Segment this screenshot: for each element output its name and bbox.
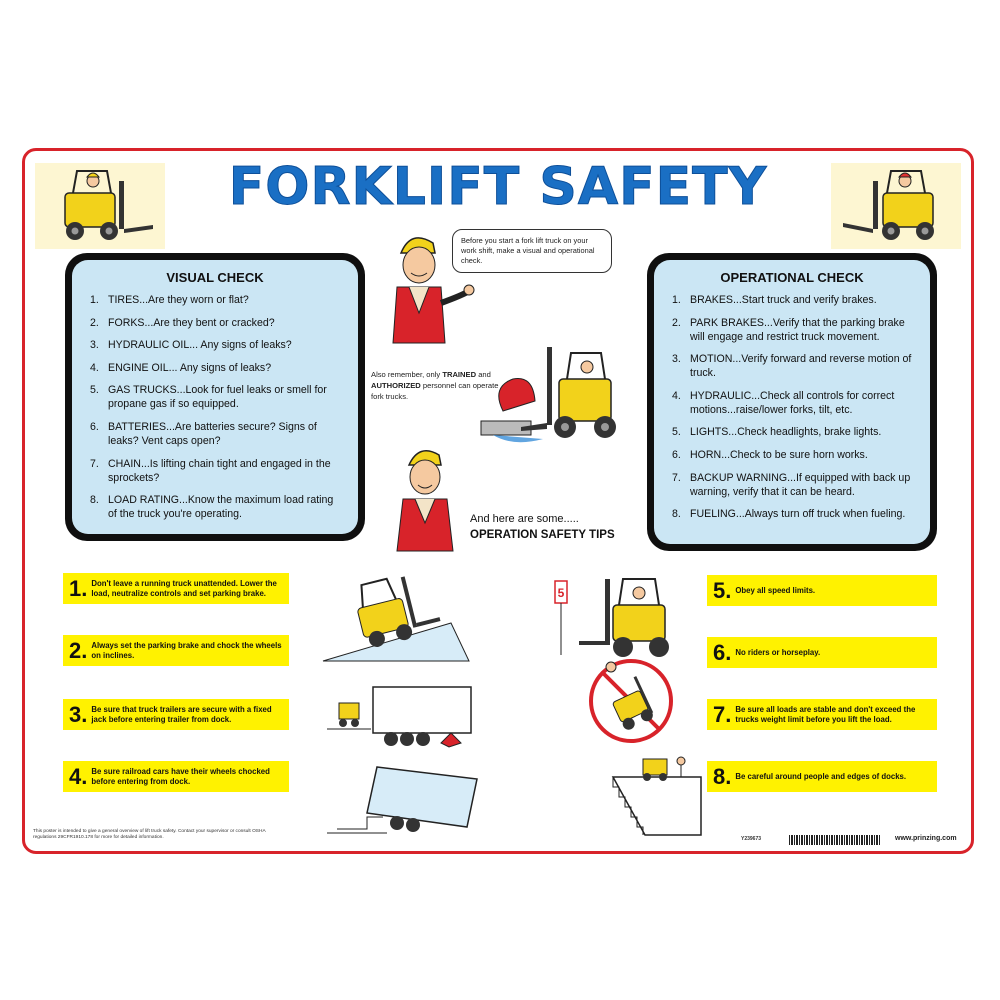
list-item: 4. HYDRAULIC...Check all controls for correct motions...raise/lower forks, tilt, etc. xyxy=(672,389,895,416)
list-item: 7. BACKUP WARNING...If equipped with back up warning, verify that it can be heard. xyxy=(672,471,911,498)
forklift-spill-illustration xyxy=(473,339,639,459)
visual-check-panel xyxy=(65,253,365,541)
railroad-car-illustration xyxy=(327,757,487,837)
list-item: 6. HORN...Check to be sure horn works. xyxy=(672,448,868,461)
list-item: 8. FUELING...Always turn off truck when fueling. xyxy=(672,508,906,521)
poster xyxy=(22,148,974,854)
trained-personnel-note: Also remember, only TRAINED and AUTHORIZED personnel can operate fork trucks. xyxy=(371,370,499,401)
list-item: 5. GAS TRUCKS...Look for fuel leaks or smell for propane gas if so equipped. xyxy=(90,384,327,411)
website-url: www.prinzing.com xyxy=(895,835,957,842)
safety-tip-2: 2. Always set the parking brake and chock the wheels on inclines. xyxy=(63,635,289,666)
safety-tip-4: 4. Be sure railroad cars have their wheels chocked before entering from dock. xyxy=(63,761,289,792)
tips-heading xyxy=(470,511,615,543)
list-item: 7. CHAIN...Is lifting chain tight and engaged in the sprockets? xyxy=(90,457,331,484)
visual-check-heading: VISUAL CHECK xyxy=(166,270,264,285)
product-code: Y239673 xyxy=(741,836,762,842)
safety-tip-5: 5. Obey all speed limits. xyxy=(707,575,937,606)
list-item: 5. LIGHTS...Check headlights, brake lights. xyxy=(672,426,882,439)
list-item: 2. FORKS...Are they bent or cracked? xyxy=(90,316,275,329)
visual-check-list xyxy=(90,293,340,521)
worker-illustration-bottom xyxy=(377,439,467,551)
list-item: 1. BRAKES...Start truck and verify brakes. xyxy=(672,294,877,306)
tips-title: OPERATION SAFETY TIPS xyxy=(470,529,615,541)
list-item: 6. BATTERIES...Are batteries secure? Signs of leaks? Vent caps open? xyxy=(90,420,317,447)
safety-tip-7: 7. Be sure all loads are stable and don't exceed the trucks weight limit before you lift the load. xyxy=(707,699,937,730)
poster-title: FORKLIFT SAFETY xyxy=(228,157,768,217)
list-item: 8. LOAD RATING...Know the maximum load rating of the truck you're operating. xyxy=(90,494,334,521)
safety-tip-3: 3. Be sure that truck trailers are secure with a fixed jack before entering trailer from dock. xyxy=(63,699,289,730)
dock-edge-illustration xyxy=(573,747,703,837)
forklift-ramp-illustration xyxy=(321,571,471,663)
list-item: 3. MOTION...Verify forward and reverse motion of truck. xyxy=(672,353,912,380)
operational-check-list xyxy=(672,293,912,521)
safety-tip-8: 8. Be careful around people and edges of docks. xyxy=(707,761,937,792)
trailer-jack-illustration xyxy=(327,683,477,753)
no-horseplay-illustration xyxy=(581,651,681,747)
footer-disclaimer: This poster is intended to give a general overview of lift truck safety. Contact your supervisor or consult OSHA regulations 29CFR1910.178 for more for detailed information. xyxy=(33,829,266,840)
speed-limit-forklift-illustration xyxy=(551,571,691,663)
tips-intro: And here are some..... xyxy=(470,513,579,525)
operational-check-heading: OPERATIONAL CHECK xyxy=(720,270,864,285)
list-item: 4. ENGINE OIL... Any signs of leaks? xyxy=(90,361,272,374)
speed-sign-label: 5 xyxy=(557,586,565,600)
list-item: 2. PARK BRAKES...Verify that the parking brake will engage and restrict truck movement. xyxy=(672,316,905,343)
barcode-icon xyxy=(789,835,881,845)
safety-tip-1: 1. Don't leave a running truck unattended. Lower the load, neutralize controls and set parking brake. xyxy=(63,573,289,604)
safety-tip-6: 6. No riders or horseplay. xyxy=(707,637,937,668)
operational-check-panel xyxy=(647,253,937,551)
list-item: 1. TIRES...Are they worn or flat? xyxy=(90,294,249,306)
speech-bubble: Before you start a fork lift truck on your work shift, make a visual and operational check. xyxy=(452,229,612,273)
list-item: 3. HYDRAULIC OIL... Any signs of leaks? xyxy=(90,339,292,352)
